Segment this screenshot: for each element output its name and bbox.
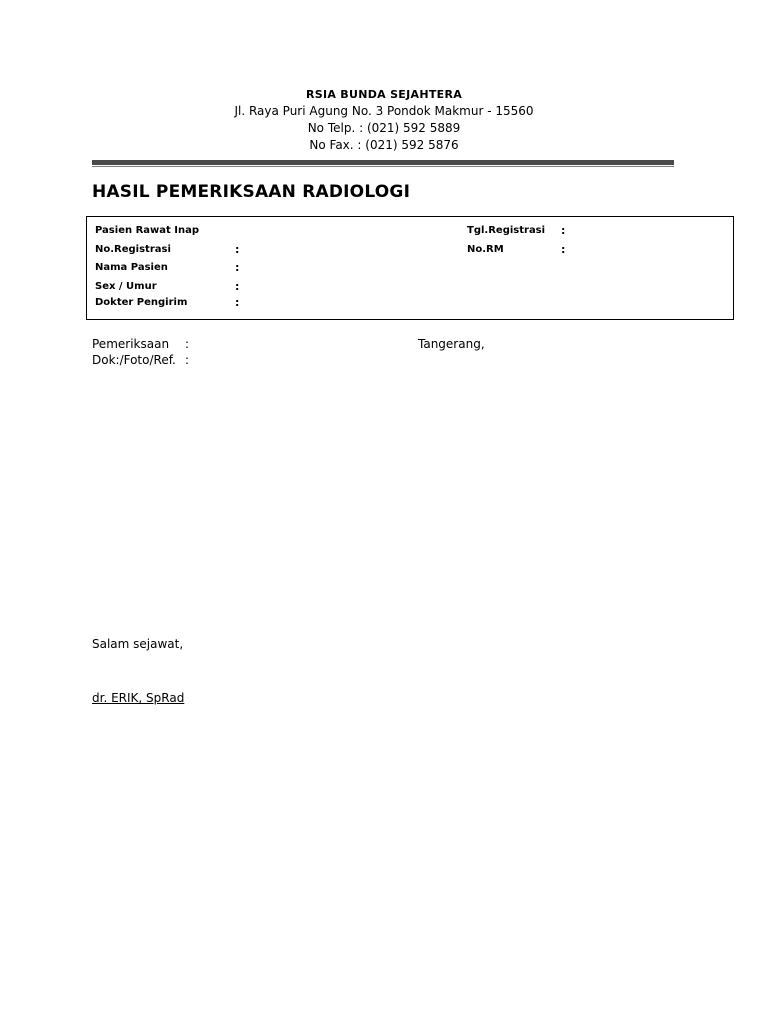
location-date: Tangerang, <box>418 337 485 351</box>
doctor-signature-name: dr. ERIK, SpRad <box>92 691 185 705</box>
sex-umur-label: Sex / Umur <box>95 281 157 292</box>
nama-pasien-separator: : <box>235 261 240 274</box>
no-registrasi-separator: : <box>235 243 240 256</box>
patient-info-box <box>86 216 734 320</box>
header-divider-thin <box>92 166 674 167</box>
no-rm-separator: : <box>561 243 566 256</box>
no-rm-label: No.RM <box>467 244 504 255</box>
tgl-registrasi-separator: : <box>561 224 566 237</box>
hospital-phone: No Telp. : (021) 592 5889 <box>307 121 461 135</box>
dokter-pengirim-separator: : <box>235 296 240 309</box>
hospital-address: Jl. Raya Puri Agung No. 3 Pondok Makmur - 15560 <box>234 104 534 118</box>
pasien-rawat-inap-label: Pasien Rawat Inap <box>95 225 200 236</box>
dok-foto-ref-label: Dok:/Foto/Ref. <box>92 353 176 367</box>
hospital-fax: No Fax. : (021) 592 5876 <box>309 138 459 152</box>
dokter-pengirim-label: Dokter Pengirim <box>95 297 188 308</box>
letterhead <box>0 86 768 154</box>
nama-pasien-label: Nama Pasien <box>95 262 168 273</box>
pemeriksaan-label: Pemeriksaan <box>92 337 170 351</box>
closing-salutation: Salam sejawat, <box>92 637 184 651</box>
dok-foto-ref-separator: : <box>185 353 190 367</box>
document-title: HASIL PEMERIKSAAN RADIOLOGI <box>92 182 411 202</box>
sex-umur-separator: : <box>235 280 240 293</box>
no-registrasi-label: No.Registrasi <box>95 244 171 255</box>
hospital-name: RSIA BUNDA SEJAHTERA <box>305 88 463 101</box>
header-divider-thick <box>92 160 674 165</box>
tgl-registrasi-label: Tgl.Registrasi <box>467 225 546 236</box>
pemeriksaan-separator: : <box>185 337 190 351</box>
